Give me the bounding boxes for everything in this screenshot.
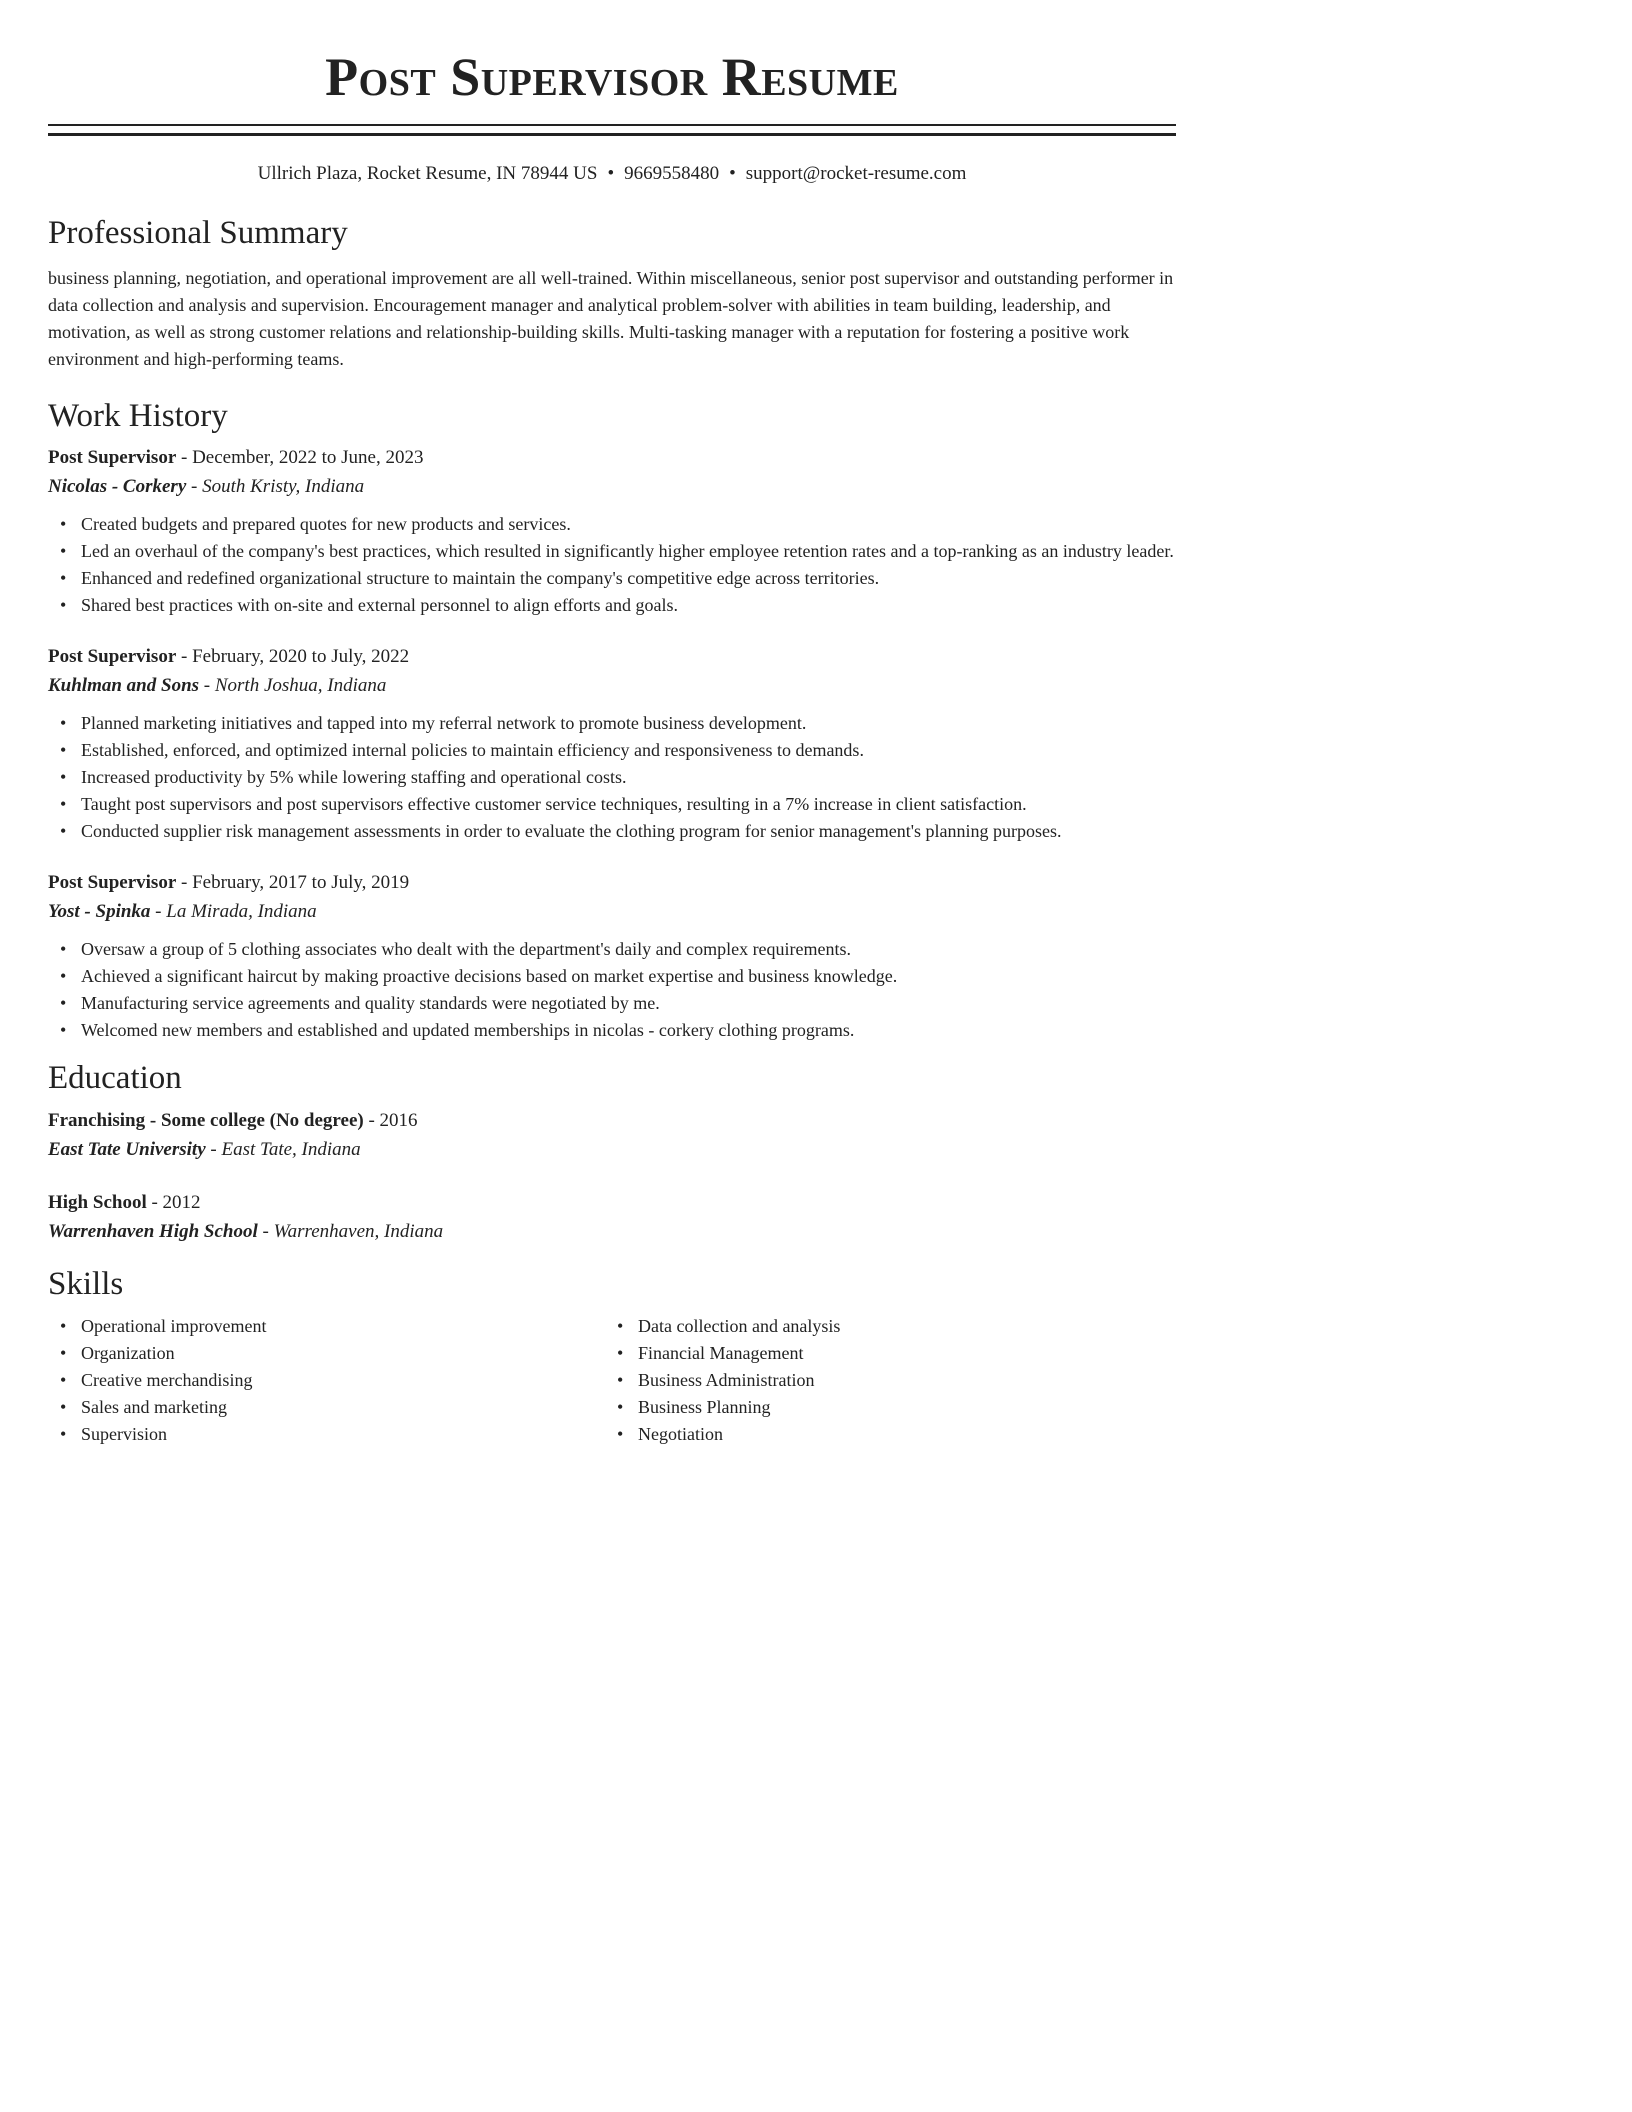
- bullet-icon: •: [60, 1316, 67, 1336]
- summary-heading: Professional Summary: [48, 215, 348, 251]
- list-item-text: Oversaw a group of 5 clothing associates who dealt with the department's daily and complex requirements.: [81, 939, 852, 959]
- education-year: - 2016: [363, 1110, 418, 1131]
- job-bullets: [48, 710, 1176, 845]
- contact-separator: •: [607, 163, 615, 184]
- list-item: [48, 538, 1176, 565]
- bullet-icon: •: [617, 1370, 624, 1390]
- job-dates: - December, 2022 to June, 2023: [176, 447, 424, 468]
- education-school-line: [48, 1135, 1176, 1165]
- list-item-text: Shared best practices with on-site and external personnel to align efforts and goals.: [81, 595, 678, 615]
- list-item-text: Established, enforced, and optimized internal policies to maintain efficiency and responsiveness to demands.: [81, 740, 864, 760]
- page-title: Post Supervisor Resume: [325, 47, 899, 107]
- skill-item: [605, 1313, 1162, 1340]
- education-degree-line: [48, 1189, 1176, 1217]
- bullet-icon: •: [60, 595, 67, 615]
- list-item-text: Welcomed new members and established and updated memberships in nicolas - corkery clothing programs.: [81, 1020, 855, 1040]
- education-section: [48, 1058, 1176, 1247]
- skill-item: [605, 1340, 1162, 1367]
- list-item-text: Increased productivity by 5% while lowering staffing and operational costs.: [81, 767, 627, 787]
- bullet-icon: •: [60, 541, 67, 561]
- education-school: Warrenhaven High School: [48, 1221, 258, 1242]
- skills-list-right: [605, 1313, 1162, 1448]
- education-heading: Education: [48, 1060, 182, 1096]
- job-dates: - February, 2020 to July, 2022: [176, 646, 410, 667]
- education-entry: [48, 1107, 1176, 1165]
- job-title-line: [48, 444, 1176, 472]
- job-company-line: [48, 897, 1176, 927]
- job-dates: - February, 2017 to July, 2019: [176, 872, 410, 893]
- list-item: [48, 936, 1176, 963]
- skills-section: [48, 1264, 1176, 1448]
- bullet-icon: •: [60, 939, 67, 959]
- list-item: [48, 565, 1176, 592]
- list-item-text: Achieved a significant haircut by making proactive decisions based on market expertise and business knowledge.: [81, 966, 898, 986]
- bullet-icon: •: [617, 1397, 624, 1417]
- education-school: East Tate University: [48, 1139, 206, 1160]
- list-item-text: Conducted supplier risk management assessments in order to evaluate the clothing program for senior management's planning purposes.: [81, 821, 1062, 841]
- bullet-icon: •: [60, 713, 67, 733]
- list-item: [48, 791, 1176, 818]
- contact-line: [48, 162, 1176, 186]
- skill-item: [48, 1394, 605, 1421]
- bullet-icon: •: [60, 767, 67, 787]
- skill-item: [48, 1367, 605, 1394]
- job-location: - La Mirada, Indiana: [150, 901, 317, 922]
- education-entry: [48, 1189, 1176, 1247]
- job-location: - North Joshua, Indiana: [199, 675, 387, 696]
- job-title-line: [48, 643, 1176, 671]
- list-item: [48, 990, 1176, 1017]
- bullet-icon: •: [60, 568, 67, 588]
- bullet-icon: •: [60, 1343, 67, 1363]
- skills-list-left: [48, 1313, 605, 1448]
- bullet-icon: •: [60, 514, 67, 534]
- job-bullets: [48, 936, 1176, 1044]
- skill-text: Creative merchandising: [81, 1370, 253, 1390]
- list-item: [48, 592, 1176, 619]
- job-company: Yost - Spinka: [48, 901, 151, 922]
- resume-page: [48, 0, 1176, 1448]
- bullet-icon: •: [60, 794, 67, 814]
- work-history-section: [48, 396, 1176, 1044]
- list-item-text: Led an overhaul of the company's best practices, which resulted in significantly higher employee retention rates and a top-ranking as an industry leader.: [81, 541, 1174, 561]
- bullet-icon: •: [617, 1343, 624, 1363]
- list-item: [48, 963, 1176, 990]
- list-item-text: Enhanced and redefined organizational structure to maintain the company's competitive edge across territories.: [81, 568, 880, 588]
- contact-email: support@rocket-resume.com: [745, 163, 967, 184]
- skill-text: Business Administration: [638, 1370, 815, 1390]
- education-location: - Warrenhaven, Indiana: [257, 1221, 444, 1242]
- job-company: Nicolas - Corkery: [48, 476, 187, 497]
- bullet-icon: •: [60, 1424, 67, 1444]
- skill-item: [48, 1340, 605, 1367]
- list-item-text: Taught post supervisors and post supervisors effective customer service techniques, resulting in a 7% increase in client satisfaction.: [81, 794, 1027, 814]
- list-item: [48, 818, 1176, 845]
- bullet-icon: •: [60, 1370, 67, 1390]
- skill-item: [605, 1367, 1162, 1394]
- job-title: Post Supervisor: [48, 646, 177, 667]
- job-title: Post Supervisor: [48, 872, 177, 893]
- title-double-rule: [48, 124, 1176, 136]
- list-item: [48, 737, 1176, 764]
- skill-item: [48, 1421, 605, 1448]
- job-company-line: [48, 671, 1176, 701]
- bullet-icon: •: [60, 1020, 67, 1040]
- bullet-icon: •: [60, 966, 67, 986]
- list-item-text: Created budgets and prepared quotes for new products and services.: [81, 514, 571, 534]
- job-title-line: [48, 869, 1176, 897]
- summary-section: [48, 213, 1176, 373]
- bullet-icon: •: [60, 993, 67, 1013]
- list-item: [48, 1017, 1176, 1044]
- skill-item: [605, 1421, 1162, 1448]
- list-item-text: Manufacturing service agreements and quality standards were negotiated by me.: [81, 993, 660, 1013]
- bullet-icon: •: [617, 1424, 624, 1444]
- job-company-line: [48, 472, 1176, 502]
- skill-text: Business Planning: [638, 1397, 771, 1417]
- skill-text: Supervision: [81, 1424, 168, 1444]
- education-degree: Franchising - Some college (No degree): [48, 1110, 364, 1131]
- list-item: [48, 764, 1176, 791]
- bullet-icon: •: [60, 821, 67, 841]
- skill-text: Negotiation: [638, 1424, 723, 1444]
- contact-separator: •: [729, 163, 736, 184]
- skill-text: Data collection and analysis: [638, 1316, 841, 1336]
- list-item: [48, 710, 1176, 737]
- list-item-text: Planned marketing initiatives and tapped into my referral network to promote business development.: [81, 713, 807, 733]
- skill-item: [48, 1313, 605, 1340]
- education-degree-line: [48, 1107, 1176, 1135]
- job-title: Post Supervisor: [48, 447, 177, 468]
- list-item: [48, 511, 1176, 538]
- education-degree: High School: [48, 1192, 147, 1213]
- skills-heading: Skills: [48, 1266, 124, 1302]
- bullet-icon: •: [60, 740, 67, 760]
- job-entry: [48, 643, 1176, 845]
- work-history-heading: Work History: [48, 398, 228, 434]
- skill-item: [605, 1394, 1162, 1421]
- contact-address: Ullrich Plaza, Rocket Resume, IN 78944 US: [257, 163, 598, 184]
- job-company: Kuhlman and Sons: [48, 675, 200, 696]
- job-entry: [48, 444, 1176, 619]
- skill-text: Financial Management: [638, 1343, 804, 1363]
- job-bullets: [48, 511, 1176, 619]
- skill-text: Sales and marketing: [81, 1397, 227, 1417]
- bullet-icon: •: [617, 1316, 624, 1336]
- skill-text: Organization: [81, 1343, 175, 1363]
- skill-text: Operational improvement: [81, 1316, 267, 1336]
- skills-columns: [48, 1313, 1176, 1448]
- bullet-icon: •: [60, 1397, 67, 1417]
- contact-phone: 9669558480: [624, 163, 720, 184]
- education-school-line: [48, 1217, 1176, 1247]
- job-entry: [48, 869, 1176, 1044]
- education-year: - 2012: [146, 1192, 201, 1213]
- summary-text: business planning, negotiation, and operational improvement are all well-trained. Within miscellaneous, senior post supervisor and outstanding performer in data collection and analysis and supervision. Encouragement manager and analytical problem-solver with abilities in team building, leadership, and motivation, as well as strong customer relations and relationship-building skills. Multi-tasking manager with a reputation for fostering a positive work environment and high-performing teams.: [48, 268, 1174, 369]
- job-location: - South Kristy, Indiana: [186, 476, 365, 497]
- education-location: - East Tate, Indiana: [205, 1139, 361, 1160]
